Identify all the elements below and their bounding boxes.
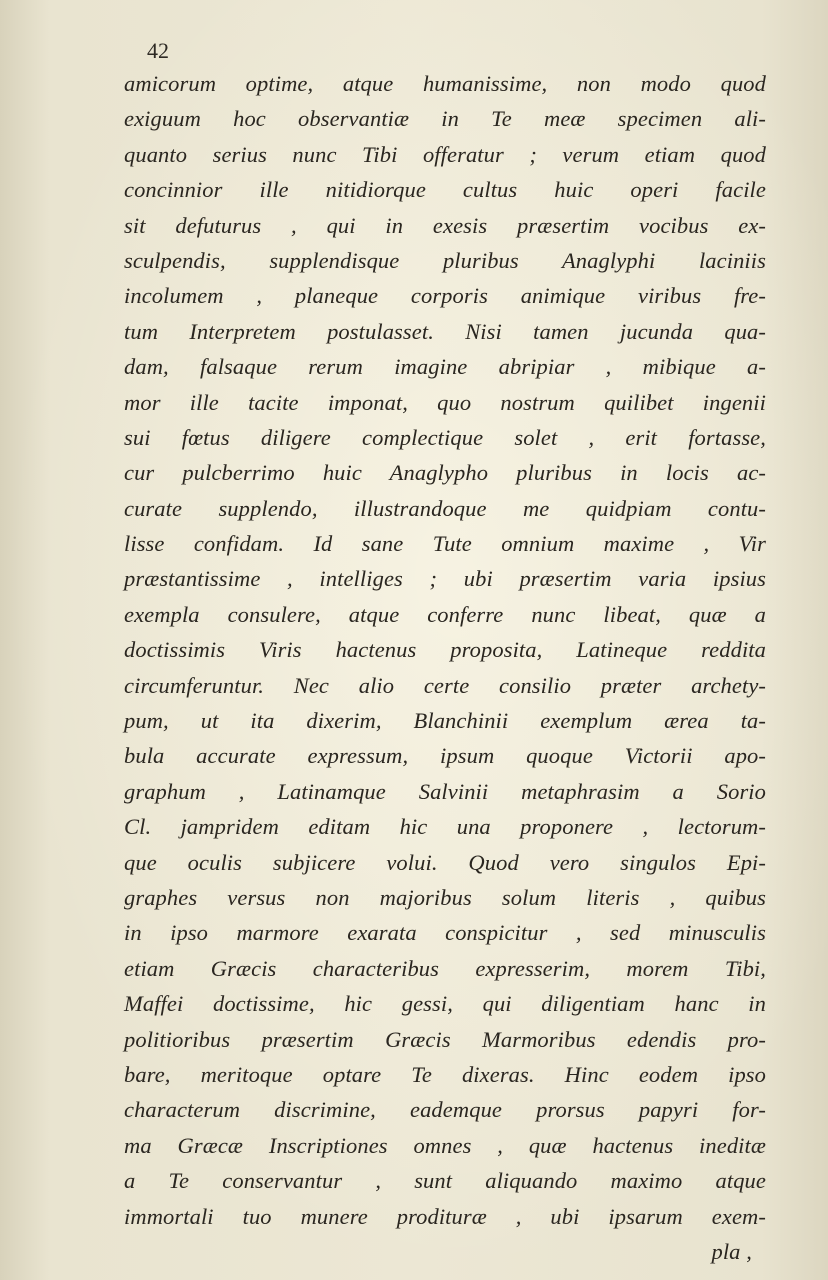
- text-line: tum Interpretem postulasset. Nisi tamen jucunda qua-: [124, 318, 766, 344]
- text-line: sculpendis, supplendisque pluribus Anaglyphi laciniis: [124, 247, 766, 273]
- text-line: in ipso marmore exarata conspicitur , sed minusculis: [124, 920, 766, 946]
- text-line: graphes versus non majoribus solum literis , quibus: [124, 884, 766, 910]
- text-line: bula accurate expressum, ipsum quoque Victorii apo-: [124, 743, 766, 769]
- text-line: Maffei doctissime, hic gessi, qui diligentiam hanc in: [124, 991, 766, 1017]
- text-line: politioribus præsertim Græcis Marmoribus edendis pro-: [124, 1026, 766, 1052]
- text-line: quanto serius nunc Tibi offeratur ; verum etiam quod: [124, 141, 766, 167]
- text-line: que oculis subjicere volui. Quod vero singulos Epi-: [124, 849, 766, 875]
- text-line: concinnior ille nitidiorque cultus huic operi facile: [124, 177, 766, 203]
- text-line: sui fœtus diligere complectique solet , erit fortasse,: [124, 424, 766, 450]
- text-line: doctissimis Viris hactenus proposita, Latineque reddita: [124, 637, 766, 663]
- text-line: amicorum optime, atque humanissime, non modo quod: [124, 71, 766, 96]
- text-line: mor ille tacite imponat, quo nostrum quilibet ingenii: [124, 389, 766, 415]
- text-line: exempla consulere, atque conferre nunc libeat, quæ a: [124, 601, 766, 627]
- text-line: characterum discrimine, eademque prorsus papyri for-: [124, 1097, 766, 1123]
- text-line: Cl. jampridem editam hic una proponere , lectorum-: [124, 814, 766, 840]
- text-line: lisse confidam. Id sane Tute omnium maxime , Vir: [124, 531, 766, 557]
- text-line: cur pulcberrimo huic Anaglypho pluribus in locis ac-: [124, 460, 766, 486]
- text-line: a Te conservantur , sunt aliquando maximo atque: [124, 1168, 766, 1194]
- text-line: bare, meritoque optare Te dixeras. Hinc eodem ipso: [124, 1061, 766, 1087]
- text-line: præstantissime , intelliges ; ubi præsertim varia ipsius: [124, 566, 766, 592]
- text-line: immortali tuo munere prodituræ , ubi ipsarum exem-: [124, 1203, 766, 1229]
- text-line: graphum , Latinamque Salvinii metaphrasim a Sorio: [124, 778, 766, 804]
- text-line: dam, falsaque rerum imagine abripiar , mibique a-: [124, 354, 766, 380]
- catchword-line: pla ,: [711, 1238, 752, 1264]
- text-line: circumferuntur. Nec alio certe consilio præter archety-: [124, 672, 766, 698]
- page-number: 42: [147, 38, 169, 63]
- text-line: pum, ut ita dixerim, Blanchinii exemplum ærea ta-: [124, 708, 766, 734]
- text-line: incolumem , planeque corporis animique viribus fre-: [124, 283, 766, 309]
- text-line: ma Græcæ Inscriptiones omnes , quæ hactenus ineditæ: [124, 1132, 766, 1158]
- text-line: sit defuturus , qui in exesis præsertim vocibus ex-: [124, 212, 766, 238]
- body-text: [124, 66, 766, 1269]
- text-line: curate supplendo, illustrandoque me quidpiam contu-: [124, 495, 766, 521]
- text-line: etiam Græcis characteribus expresserim, morem Tibi,: [124, 955, 766, 981]
- text-line: exiguum hoc observantiæ in Te meæ specimen ali-: [124, 106, 766, 132]
